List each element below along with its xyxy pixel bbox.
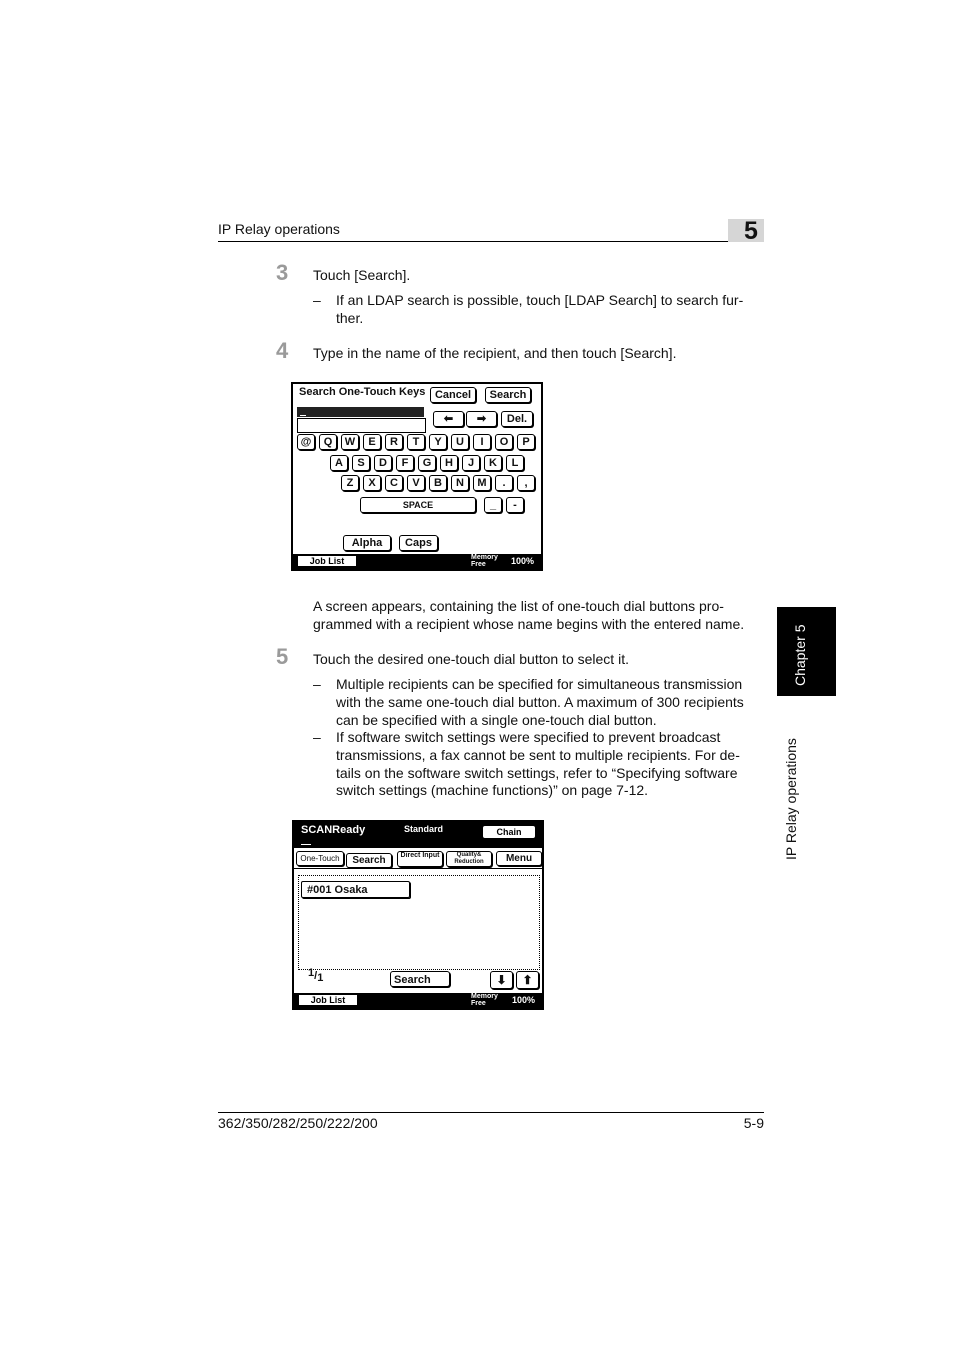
step-number-3: 3 [276, 260, 289, 285]
tab-quality-reduction[interactable]: Quality& Reduction [446, 851, 492, 867]
page-current: 1 [308, 967, 315, 979]
step-5-bullet-2-line-4: switch settings (machine functions)” on page 7-12. [336, 782, 649, 798]
key-underscore[interactable]: _ [484, 497, 502, 513]
page-total: 1 [317, 972, 324, 984]
search-keyboard-screen [291, 382, 543, 571]
footer-page-number: 5-9 [743, 1115, 764, 1131]
search-results-screen [292, 820, 544, 1010]
status-underline [301, 844, 311, 845]
step-5-bullet-2-line-1: If software switch settings were specified to prevent broadcast [336, 729, 721, 745]
job-list-button[interactable]: Job List [299, 995, 357, 1005]
result-paragraph-line-2: grammed with a recipient whose name begins with the entered name. [313, 616, 745, 632]
key-p[interactable]: P [517, 434, 535, 450]
key-a[interactable]: A [330, 455, 348, 471]
tab-direct-input[interactable]: Direct Input [397, 851, 443, 867]
alpha-button[interactable]: Alpha [343, 535, 391, 551]
running-header: IP Relay operations [218, 221, 340, 237]
tab-search[interactable]: Search [346, 853, 392, 868]
key-t[interactable]: T [407, 434, 425, 450]
delete-button[interactable]: Del. [501, 411, 533, 427]
tab-divider [294, 868, 542, 869]
key-i[interactable]: I [473, 434, 491, 450]
name-input-field[interactable] [297, 418, 426, 433]
side-section-label: IP Relay operations [783, 738, 799, 860]
up-arrow-icon[interactable]: ⬆ [516, 971, 539, 989]
key-s[interactable]: S [352, 455, 370, 471]
bullet-dash: – [313, 729, 321, 745]
screen-title: Search One-Touch Keys [299, 386, 426, 398]
chapter-number: 5 [744, 217, 758, 245]
key-q[interactable]: Q [319, 434, 337, 450]
right-arrow-icon[interactable]: ➡ [466, 411, 497, 427]
memory-value: 100% [512, 995, 536, 1005]
tab-bar [294, 848, 542, 870]
chain-button[interactable]: Chain [483, 826, 535, 838]
key-w[interactable]: W [341, 434, 359, 450]
key-l[interactable]: L [506, 455, 524, 471]
free-label: Free [471, 1000, 486, 1007]
key-k[interactable]: K [484, 455, 502, 471]
down-arrow-icon[interactable]: ⬇ [490, 971, 513, 989]
key-f[interactable]: F [396, 455, 414, 471]
footer-rule [218, 1112, 764, 1113]
left-arrow-icon[interactable]: ⬅ [433, 411, 464, 427]
footer-models: 362/350/282/250/222/200 [218, 1115, 378, 1131]
key-b[interactable]: B [429, 475, 447, 491]
search-button[interactable]: Search [390, 971, 450, 987]
step-5-bullet-1-line-1: Multiple recipients can be specified for simultaneous transmission [336, 676, 743, 692]
step-3-bullet-line-2: ther. [336, 310, 364, 326]
space-key[interactable]: SPACE [360, 497, 476, 513]
input-highlight [297, 407, 424, 417]
key-x[interactable]: X [363, 475, 381, 491]
job-list-button[interactable]: Job List [298, 556, 356, 566]
key-n[interactable]: N [451, 475, 469, 491]
header-rule [218, 241, 764, 242]
page-indicator: 1/1 [308, 967, 324, 984]
step-4-text: Type in the name of the recipient, and then touch [Search]. [313, 345, 677, 361]
step-number-4: 4 [276, 338, 289, 363]
step-5-bullet-1-line-3: can be specified with a single one-touch dial button. [336, 712, 657, 728]
text-cursor [300, 415, 306, 416]
memory-value: 100% [511, 556, 535, 566]
free-label: Free [471, 561, 486, 568]
cancel-button[interactable]: Cancel [430, 387, 476, 403]
key-period[interactable]: . [495, 475, 513, 491]
key-j[interactable]: J [462, 455, 480, 471]
memory-label: Memory [471, 993, 498, 1000]
key-y[interactable]: Y [429, 434, 447, 450]
result-paragraph-line-1: A screen appears, containing the list of one-touch dial buttons pro- [313, 598, 724, 614]
key-m[interactable]: M [473, 475, 491, 491]
results-list-area [298, 875, 540, 970]
key-at[interactable]: @ [297, 434, 315, 450]
mode-label: Standard [404, 824, 444, 834]
key-z[interactable]: Z [341, 475, 359, 491]
memory-label: Memory [471, 554, 498, 561]
top-status-bar [294, 822, 542, 848]
key-c[interactable]: C [385, 475, 403, 491]
key-g[interactable]: G [418, 455, 436, 471]
key-hyphen[interactable]: - [506, 497, 524, 513]
step-5-text: Touch the desired one-touch dial button to select it. [313, 651, 629, 667]
side-chapter-label: Chapter 5 [792, 624, 808, 686]
step-number-5: 5 [276, 644, 289, 669]
bullet-dash: – [313, 292, 321, 308]
step-3-bullet-line-1: If an LDAP search is possible, touch [LDAP Search] to search fur- [336, 292, 744, 308]
key-comma[interactable]: , [517, 475, 535, 491]
search-button[interactable]: Search [485, 387, 531, 403]
bottom-status-bar [294, 993, 542, 1008]
step-5-bullet-2-line-2: transmissions, a fax cannot be sent to multiple recipients. For de- [336, 747, 740, 763]
bullet-dash: – [313, 676, 321, 692]
key-u[interactable]: U [451, 434, 469, 450]
key-e[interactable]: E [363, 434, 381, 450]
step-5-bullet-1-line-2: with the same one-touch dial button. A maximum of 300 recipients [336, 694, 744, 710]
tab-menu[interactable]: Menu [496, 851, 542, 866]
key-r[interactable]: R [385, 434, 403, 450]
step-3-text: Touch [Search]. [313, 267, 411, 283]
key-h[interactable]: H [440, 455, 458, 471]
step-5-bullet-2-line-3: tails on the software switch settings, refer to “Specifying software [336, 765, 738, 781]
status-bar [293, 554, 541, 569]
key-v[interactable]: V [407, 475, 425, 491]
key-d[interactable]: D [374, 455, 392, 471]
scan-ready-status: SCANReady [301, 824, 366, 836]
caps-button[interactable]: Caps [399, 535, 438, 551]
one-touch-dial-button[interactable]: #001 Osaka [301, 881, 410, 898]
tab-one-touch[interactable]: One-Touch [296, 851, 344, 866]
key-o[interactable]: O [495, 434, 513, 450]
